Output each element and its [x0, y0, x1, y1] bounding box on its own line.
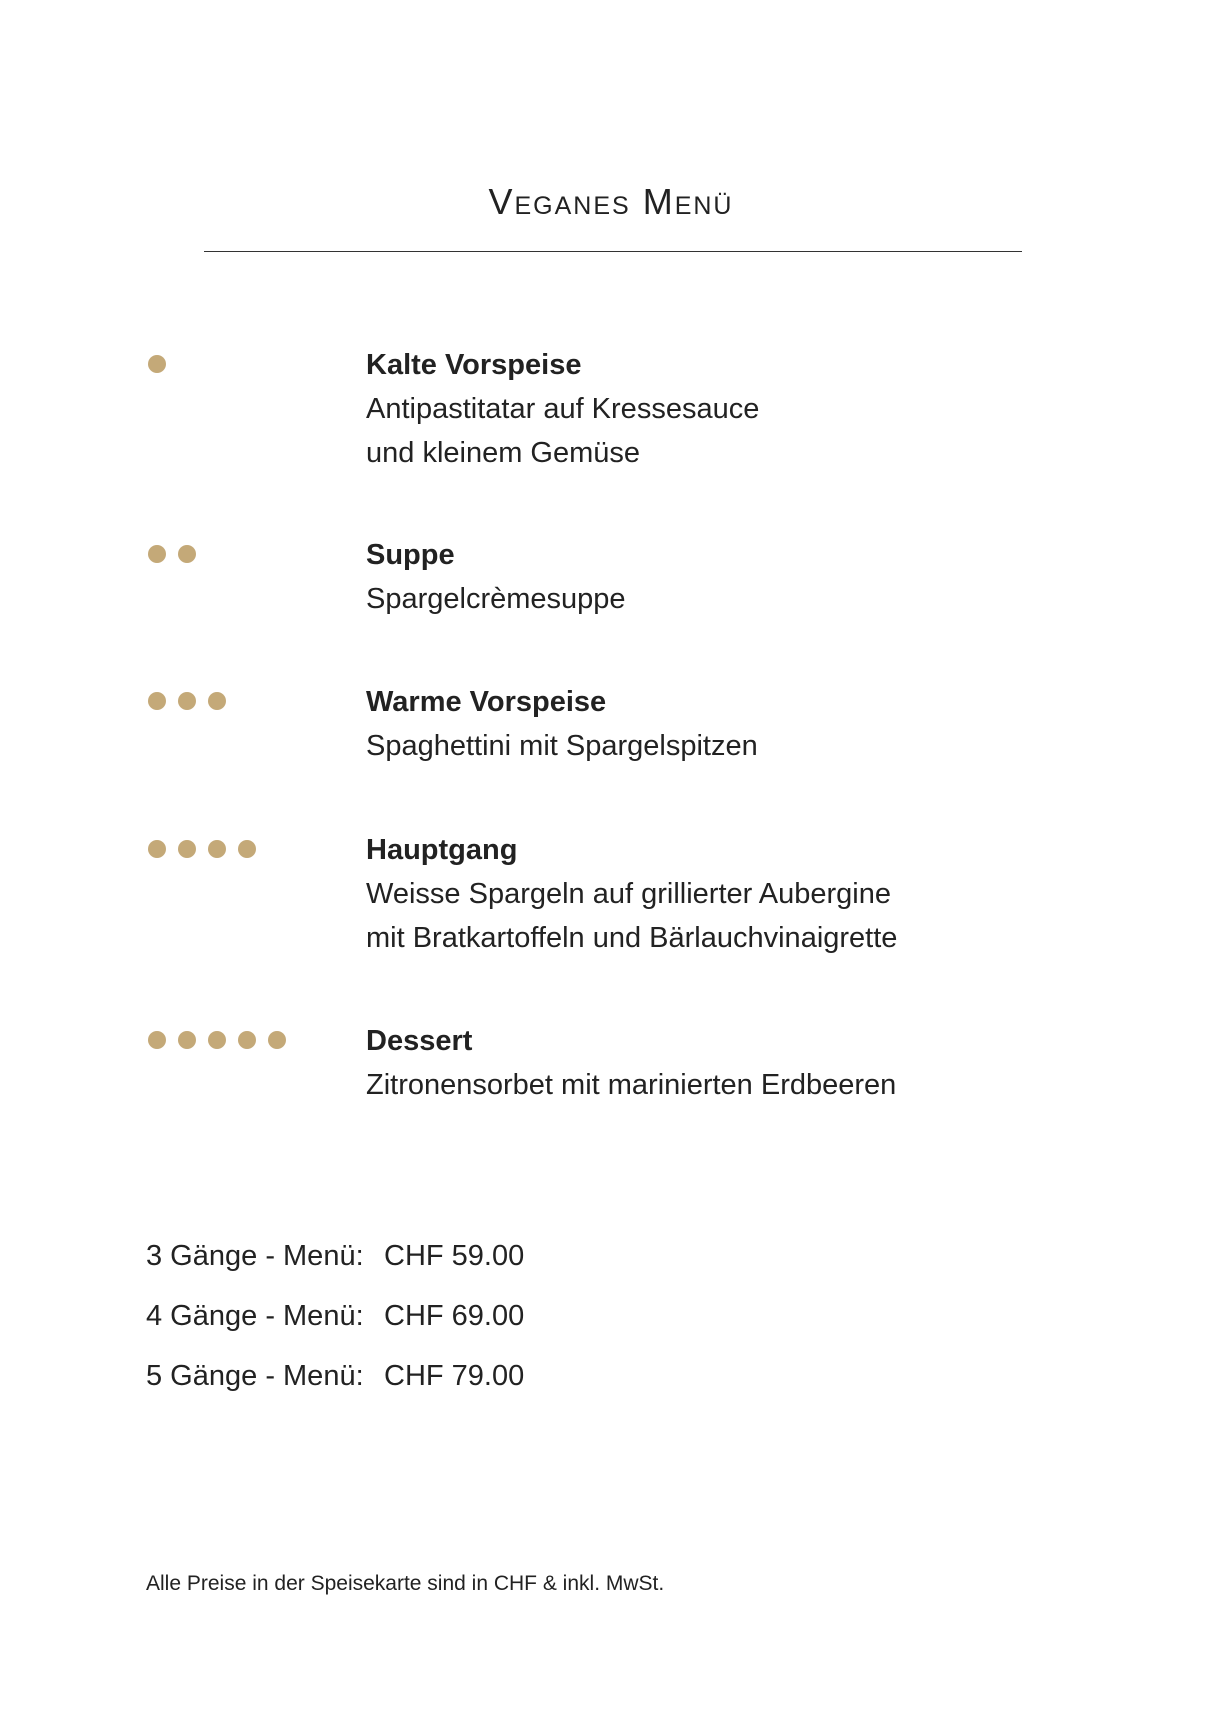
price-row [146, 1286, 524, 1346]
course-name: Warme Vorspeise [366, 686, 607, 718]
course-text [366, 828, 897, 960]
course-dot [148, 692, 166, 710]
price-label: 3 Gänge - Menü: [146, 1240, 364, 1272]
course-text [366, 343, 759, 475]
course-dot [208, 1031, 226, 1049]
price-list [146, 1226, 524, 1406]
course-dot [148, 545, 166, 563]
course-dots [148, 840, 256, 858]
course-description-line: Spaghettini mit Spargelspitzen [366, 730, 758, 762]
course-dot [178, 840, 196, 858]
course-dot [238, 840, 256, 858]
course-dot [178, 692, 196, 710]
course-description-line: Zitronensorbet mit marinierten Erdbeeren [366, 1069, 897, 1101]
price-row [146, 1346, 524, 1406]
course-description-line: mit Bratkartoffeln und Bärlauchvinaigrette [366, 922, 898, 954]
course-description-line: und kleinem Gemüse [366, 437, 641, 469]
course-text [366, 680, 758, 768]
footnote: Alle Preise in der Speisekarte sind in CHF & inkl. MwSt. [146, 1572, 665, 1595]
course-dots [148, 355, 166, 373]
course-description-line: Weisse Spargeln auf grillierter Aubergine [366, 878, 891, 910]
price-row [146, 1226, 524, 1286]
course-dot [148, 1031, 166, 1049]
course-name: Kalte Vorspeise [366, 349, 582, 381]
course-dot [148, 840, 166, 858]
course-text [366, 1019, 896, 1107]
price-value: CHF 79.00 [384, 1360, 525, 1392]
price-label: 4 Gänge - Menü: [146, 1300, 364, 1332]
course-dot [268, 1031, 286, 1049]
menu-title: Veganes Menü [488, 181, 734, 222]
course-dot [208, 692, 226, 710]
price-value: CHF 69.00 [384, 1300, 525, 1332]
course-dots [148, 692, 226, 710]
course-dot [238, 1031, 256, 1049]
price-value: CHF 59.00 [384, 1240, 525, 1272]
course-text [366, 533, 626, 621]
course-dot [148, 355, 166, 373]
course-dots [148, 545, 196, 563]
title-divider [204, 251, 1022, 252]
course-name: Suppe [366, 539, 455, 571]
course-description-line: Spargelcrèmesuppe [366, 583, 626, 615]
course-name: Hauptgang [366, 834, 518, 866]
course-dot [178, 545, 196, 563]
course-dots [148, 1031, 286, 1049]
course-name: Dessert [366, 1025, 473, 1057]
course-description-line: Antipastitatar auf Kressesauce [366, 393, 760, 425]
course-dot [178, 1031, 196, 1049]
course-dot [208, 840, 226, 858]
price-label: 5 Gänge - Menü: [146, 1360, 364, 1392]
